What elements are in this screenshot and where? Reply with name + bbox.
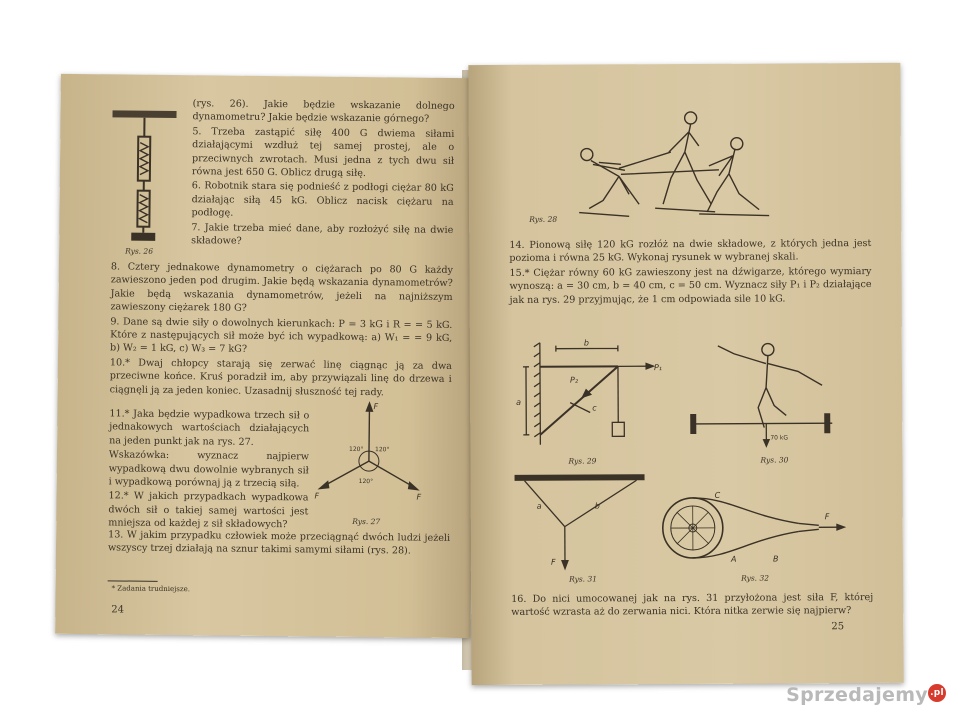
figure-32-label-c: C xyxy=(714,490,721,500)
watermark xyxy=(786,684,946,706)
left-page xyxy=(55,74,476,638)
left-text-column-top xyxy=(191,97,455,251)
left-paragraph-8: 8. Cztery jednakowe dynamometry o ciężarach po 80 G każdy zawieszono jeden pod drugim. Jakie będą wskazania dynamometrów? Jakie będą wskazania dynamometrów, jeżeli na najniższym zawieszony ciężarek 180 G? xyxy=(110,261,453,315)
figure-26-caption: Rys. 26 xyxy=(125,246,154,256)
figure-27-label-f-left: F xyxy=(314,491,320,501)
left-paragraph-13: 13. W jakim przypadku człowiek może przeciągnąć dwóch ludzi jeżeli wszyscy trzej działają na sznur takimi samymi siłami (rys. 28). xyxy=(107,529,451,557)
right-text-bottom xyxy=(511,591,873,621)
figure-32-label-b: B xyxy=(772,554,779,564)
right-paragraph-14: 14. Pionową siłę 120 kG rozłóż na dwie składowe, z których jedna jest pozioma i równa 25 kG. Wykonaj rysunek w wybranej skali. xyxy=(509,238,872,265)
figure-27-label-f-top: F xyxy=(373,402,379,412)
figure-31-label-b: b xyxy=(594,501,600,511)
left-paragraph-7: 7. Jakie trzeba mieć dane, aby rozłożyć siłę na dwie składowe? xyxy=(191,221,454,247)
left-paragraph-hint: Wskazówka: wyznacz najpierw wypadkową dwu dowolnie wybranych sił i wypadkową porównaj ją z trzecią siłą. xyxy=(108,449,310,490)
figure-27-angle-3: 120° xyxy=(358,477,374,486)
figure-28-tug-of-war xyxy=(559,104,780,225)
figure-32-label-a: A xyxy=(730,554,737,564)
figure-27-label-f-right: F xyxy=(416,492,422,502)
right-paragraph-16: 16. Do nici umocowanej jak na rys. 31 przyłożona jest siła F, której wartość wzrasta aż do zerwania nici. Która nitka zerwie się najpierw? xyxy=(511,592,874,619)
left-page-number: 24 xyxy=(111,604,125,616)
left-paragraph-11: 11.* Jaka będzie wypadkowa trzech sił o jednakowych wartościach działających na jeden punkt jak na rys. 27. xyxy=(109,408,310,448)
right-page-number: 25 xyxy=(831,621,845,633)
figure-27-three-forces xyxy=(312,395,433,514)
left-paragraph-12: 12.* W jakich przypadkach wypadkowa dwóch sił o takiej samej wartości jest mniejsza od każdej z sił składowych? xyxy=(108,490,309,531)
figure-29-bracket xyxy=(500,336,671,457)
watermark-badge: .pl xyxy=(928,684,946,702)
figure-30-label-weight: 70 kG xyxy=(770,434,789,442)
left-paragraph-1: (rys. 26). Jakie będzie wskazanie dolnego dynamometru? Jakie będzie wskazanie górnego? xyxy=(192,98,455,126)
footnote-rule xyxy=(108,580,158,582)
left-text-full-width xyxy=(110,260,453,401)
figure-30-caption: Rys. 30 xyxy=(760,455,789,465)
figure-29-label-p2: P₂ xyxy=(570,375,579,385)
left-paragraph-5: 5. Trzeba zastąpić siłę 400 G dwiema siłami działającymi wzdłuż tej samej prostej, ale o przeciwnych zwrotach. Musi jedna z tych dwu sił równa jest 650 G. Oblicz drugą siłę. xyxy=(191,126,455,180)
figure-29-label-b: b xyxy=(583,338,589,348)
figure-31-label-a: a xyxy=(536,501,542,511)
figure-27-angle-2: 120° xyxy=(374,446,390,454)
figure-30-tightrope-walker xyxy=(682,335,848,456)
figure-31-label-f: F xyxy=(550,557,556,567)
figure-31-caption: Rys. 31 xyxy=(569,574,598,584)
right-text-top xyxy=(509,237,871,308)
figure-27-caption: Rys. 27 xyxy=(352,516,381,527)
figure-29-label-c: c xyxy=(592,403,597,413)
figure-27-angle-1: 120° xyxy=(348,445,364,454)
left-text-bottom xyxy=(108,528,450,559)
figure-29-label-p1: P₁ xyxy=(653,363,663,373)
figure-29-label-a: a xyxy=(516,397,522,407)
figure-32-label-f: F xyxy=(824,512,830,522)
figure-26-dynamometers xyxy=(109,106,180,247)
figure-29-caption: Rys. 29 xyxy=(568,456,597,466)
right-paragraph-15: 15.* Ciężar równy 60 kG zawieszony jest na dźwigarze, którego wymiary wynoszą: a = 30 cm, b = 40 cm, c = 50 cm. Wyznacz siły P₁ i P₂ działające jak na rys. 29 przyjmując, że 1 cm odpowiada sile 10 kG. xyxy=(509,265,872,306)
watermark-text: Sprzedajemy xyxy=(786,684,928,706)
left-text-side-column xyxy=(108,407,309,533)
figure-28-caption: Rys. 28 xyxy=(529,214,558,224)
figure-32-caption: Rys. 32 xyxy=(741,573,770,583)
right-page xyxy=(468,63,903,685)
left-paragraph-9: 9. Dane są dwie siły o dowolnych kierunkach: P = 3 kG i R = = 5 kG. Które z następujących sił może być ich wypadkową: a) W₁ = = 9 kG, b) W₂ = 1 kG, c) W₃ = 7 kG? xyxy=(110,315,453,356)
footnote: * Zadania trudniejsze. xyxy=(111,584,191,594)
left-paragraph-10: 10.* Dwaj chłopcy starają się zerwać linę ciągnąc ją za dwa przeciwne końce. Kruś poradził im, aby przywiązali linę do drzewa i ciągnęli ją za jeden koniec. Uzasadnij słuszność tej rady. xyxy=(109,357,452,398)
figure-32-pulley xyxy=(649,487,849,568)
left-paragraph-6: 6. Robotnik stara się podnieść z podłogi ciężar 80 kG działając siłą 45 kG. Oblicz nacisk ciężaru na podłogę. xyxy=(191,180,454,219)
figure-31-hanging-thread xyxy=(510,468,651,579)
